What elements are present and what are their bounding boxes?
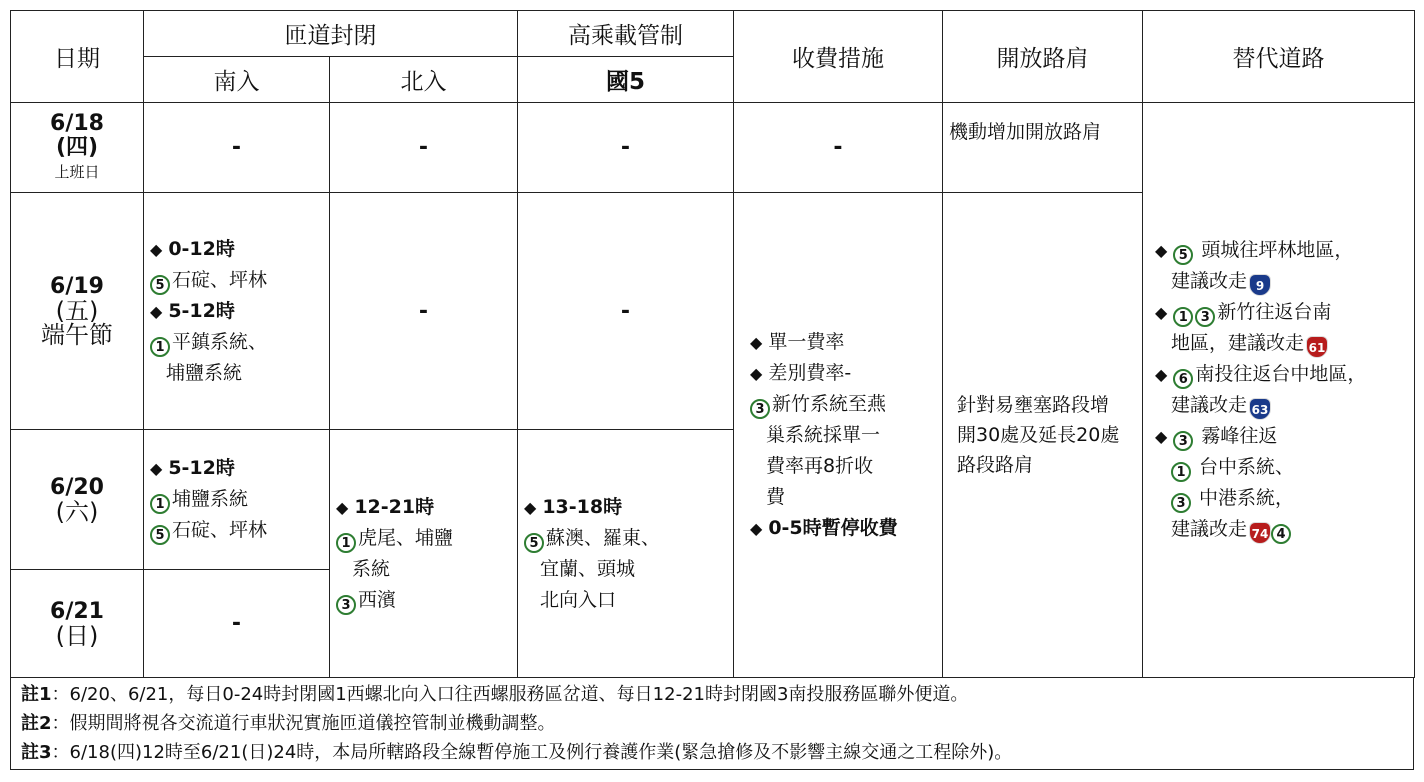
list-line	[750, 513, 936, 544]
list-line	[1155, 235, 1408, 266]
line-text: 西濱	[358, 588, 397, 611]
south-619	[144, 193, 330, 430]
route-badge-icon: 5	[150, 275, 170, 295]
date-cell-621	[11, 570, 144, 678]
route-badge-icon: 5	[1173, 245, 1193, 265]
note-3	[21, 738, 1403, 767]
line-text: 新竹往返台南	[1217, 301, 1332, 323]
list-line	[1155, 266, 1408, 297]
highway-shield-icon: 9	[1249, 274, 1271, 296]
list-line	[150, 234, 323, 265]
diamond-bullet-icon: ◆	[150, 239, 163, 259]
line-text: 虎尾、埔鹽	[358, 526, 454, 549]
date-cell-618	[11, 103, 144, 193]
list-line	[1155, 452, 1408, 483]
date-621: 6/21	[50, 598, 104, 624]
route-badge-icon: 1	[150, 494, 170, 514]
line-text: 宜蘭、頭城	[540, 557, 636, 580]
hov-620-list	[524, 492, 727, 616]
note-2	[21, 709, 1403, 738]
line-text: 頭城往坪林地區，	[1195, 239, 1354, 261]
route-badge-icon: 3	[1173, 431, 1193, 451]
north-620	[330, 430, 518, 678]
note-1-text: ：6/20、6/21，每日0-24時封閉國1西螺北向入口往西螺服務區岔道、每日12-21時封閉國3南投服務區聯外便道。	[51, 684, 969, 705]
list-line	[150, 453, 323, 484]
date-618: 6/18	[50, 110, 104, 136]
list-line	[336, 554, 511, 585]
route-badge-icon: 6	[1173, 369, 1193, 389]
list-line	[750, 389, 936, 420]
list-line	[524, 523, 727, 554]
south-618: -	[144, 103, 330, 193]
list-line	[750, 451, 936, 482]
list-line	[150, 327, 323, 358]
date-cell-620	[11, 430, 144, 570]
diamond-bullet-icon: ◆	[150, 301, 163, 321]
header-hov-sub: 國5	[518, 57, 734, 103]
list-line	[150, 296, 323, 327]
diamond-bullet-icon: ◆	[1155, 365, 1168, 384]
hov-619: -	[518, 193, 734, 430]
line-text: 霧峰往返	[1195, 425, 1278, 447]
line-text-bold: 12-21時	[354, 495, 435, 518]
line-text: 蘇澳、羅東、	[546, 526, 661, 549]
line-text: 地區，建議改走	[1171, 332, 1305, 354]
note-3-label: 註3	[21, 742, 52, 763]
route-badge-icon: 5	[524, 533, 544, 553]
note-1	[21, 680, 1403, 709]
diamond-bullet-icon: ◆	[1155, 241, 1168, 260]
weekday-620: (六)	[55, 497, 99, 526]
alternate-cell	[1143, 103, 1415, 678]
header-ramp-closure: 匝道封閉	[144, 11, 518, 57]
header-hov: 高乘載管制	[518, 11, 734, 57]
note-2-label: 註2	[21, 713, 52, 734]
route-badge-icon: 1	[150, 337, 170, 357]
line-text-bold: 0-5時暫停收費	[768, 516, 898, 539]
alternate-list	[1155, 235, 1408, 545]
list-line	[750, 358, 936, 389]
diamond-bullet-icon: ◆	[750, 363, 763, 383]
header-south-in: 南入	[144, 57, 330, 103]
line-text: 巢系統採單一	[766, 423, 881, 446]
weekday-618: (四)	[55, 134, 99, 160]
list-line	[150, 515, 323, 546]
toll-618: -	[734, 103, 943, 193]
diamond-bullet-icon: ◆	[750, 518, 763, 538]
line-text: 單一費率	[768, 330, 845, 353]
line-text: 北向入口	[540, 588, 617, 611]
south-620-list	[150, 453, 323, 546]
line-text: 南投往返台中地區，	[1195, 363, 1367, 385]
route-badge-icon: 1	[336, 533, 356, 553]
south-621: -	[144, 570, 330, 678]
diamond-bullet-icon: ◆	[1155, 427, 1168, 446]
route-badge-icon: 3	[336, 595, 356, 615]
highway-shield-icon: 74	[1249, 522, 1271, 544]
list-line	[1155, 421, 1408, 452]
line-text: 費率再8折收	[766, 454, 874, 477]
list-line	[1155, 390, 1408, 421]
diamond-bullet-icon: ◆	[524, 497, 537, 517]
line-text: 差別費率-	[768, 361, 852, 384]
line-text: 台中系統、	[1193, 456, 1295, 478]
list-line	[336, 523, 511, 554]
list-line	[1155, 328, 1408, 359]
toll-619	[734, 193, 943, 678]
schedule-document	[10, 10, 1414, 774]
list-line	[150, 484, 323, 515]
list-line	[524, 585, 727, 616]
route-badge-icon: 3	[1195, 307, 1215, 327]
highway-shield-icon: 63	[1249, 398, 1271, 420]
note-2-text: ：假期間將視各交流道行車狀況實施匝道儀控管制並機動調整。	[51, 713, 556, 734]
route-badge-icon: 3	[1171, 493, 1191, 513]
list-line	[750, 420, 936, 451]
list-line	[750, 327, 936, 358]
diamond-bullet-icon: ◆	[750, 332, 763, 352]
diamond-bullet-icon: ◆	[150, 459, 163, 478]
shoulder-619	[943, 193, 1143, 678]
north-620-list	[336, 492, 511, 616]
line-text-bold: 13-18時	[542, 495, 623, 518]
north-619: -	[330, 193, 518, 430]
line-text: 石碇、坪林	[172, 268, 268, 291]
line-text: 新竹系統至燕	[772, 392, 887, 415]
list-line	[150, 358, 323, 389]
shoulder-619-text: 針對易壅塞路段增開30處及延長20處路段路肩	[957, 394, 1120, 476]
route-badge-icon: 5	[150, 525, 170, 545]
line-text: 建議改走	[1171, 518, 1248, 540]
weekday-621: (日)	[55, 621, 99, 650]
line-text: 平鎮系統、	[172, 330, 268, 353]
header-alternate: 替代道路	[1143, 11, 1415, 103]
line-text: 埔鹽系統	[172, 488, 249, 510]
date-620: 6/20	[50, 474, 104, 500]
line-text-bold: 5-12時	[168, 457, 235, 479]
highway-shield-icon: 61	[1306, 336, 1328, 358]
traffic-schedule-table	[10, 10, 1415, 678]
date-note-619: 端午節	[41, 321, 113, 349]
list-line	[336, 492, 511, 523]
line-text: 中港系統，	[1193, 487, 1295, 509]
list-line	[1155, 483, 1408, 514]
line-text: 系統	[352, 557, 391, 580]
south-619-list	[150, 234, 323, 389]
toll-619-list	[750, 327, 936, 544]
route-badge-icon: 4	[1271, 524, 1291, 544]
line-text: 埔鹽系統	[166, 361, 243, 384]
shoulder-618: 機動增加開放路肩	[943, 103, 1143, 193]
notes-block	[10, 678, 1414, 770]
header-north-in: 北入	[330, 57, 518, 103]
list-line	[524, 492, 727, 523]
header-toll: 收費措施	[734, 11, 943, 103]
hov-620	[518, 430, 734, 678]
list-line	[336, 585, 511, 616]
date-cell-619	[11, 193, 144, 430]
line-text: 建議改走	[1171, 270, 1248, 292]
line-text: 建議改走	[1171, 394, 1248, 416]
line-text: 石碇、坪林	[172, 519, 268, 541]
diamond-bullet-icon: ◆	[1155, 303, 1168, 322]
date-note-618: 上班日	[54, 162, 100, 181]
north-618: -	[330, 103, 518, 193]
line-text: 費	[766, 485, 786, 508]
diamond-bullet-icon: ◆	[336, 497, 349, 517]
hov-618: -	[518, 103, 734, 193]
date-619: 6/19	[50, 274, 104, 299]
route-badge-icon: 3	[750, 399, 770, 419]
list-line	[1155, 359, 1408, 390]
list-line	[524, 554, 727, 585]
list-line	[1155, 297, 1408, 328]
line-text-bold: 0-12時	[168, 237, 235, 260]
weekday-619: (五)	[55, 297, 99, 325]
header-date: 日期	[11, 11, 144, 103]
list-line	[1155, 514, 1408, 545]
note-3-text: ：6/18(四)12時至6/21(日)24時，本局所轄路段全線暫停施工及例行養護作業(緊急搶修及不影響主線交通之工程除外)。	[51, 742, 1013, 763]
list-line	[750, 482, 936, 513]
line-text-bold: 5-12時	[168, 299, 235, 322]
header-shoulder: 開放路肩	[943, 11, 1143, 103]
list-line	[150, 265, 323, 296]
route-badge-icon: 1	[1173, 307, 1193, 327]
note-1-label: 註1	[21, 684, 52, 705]
route-badge-icon: 1	[1171, 462, 1191, 482]
south-620	[144, 430, 330, 570]
